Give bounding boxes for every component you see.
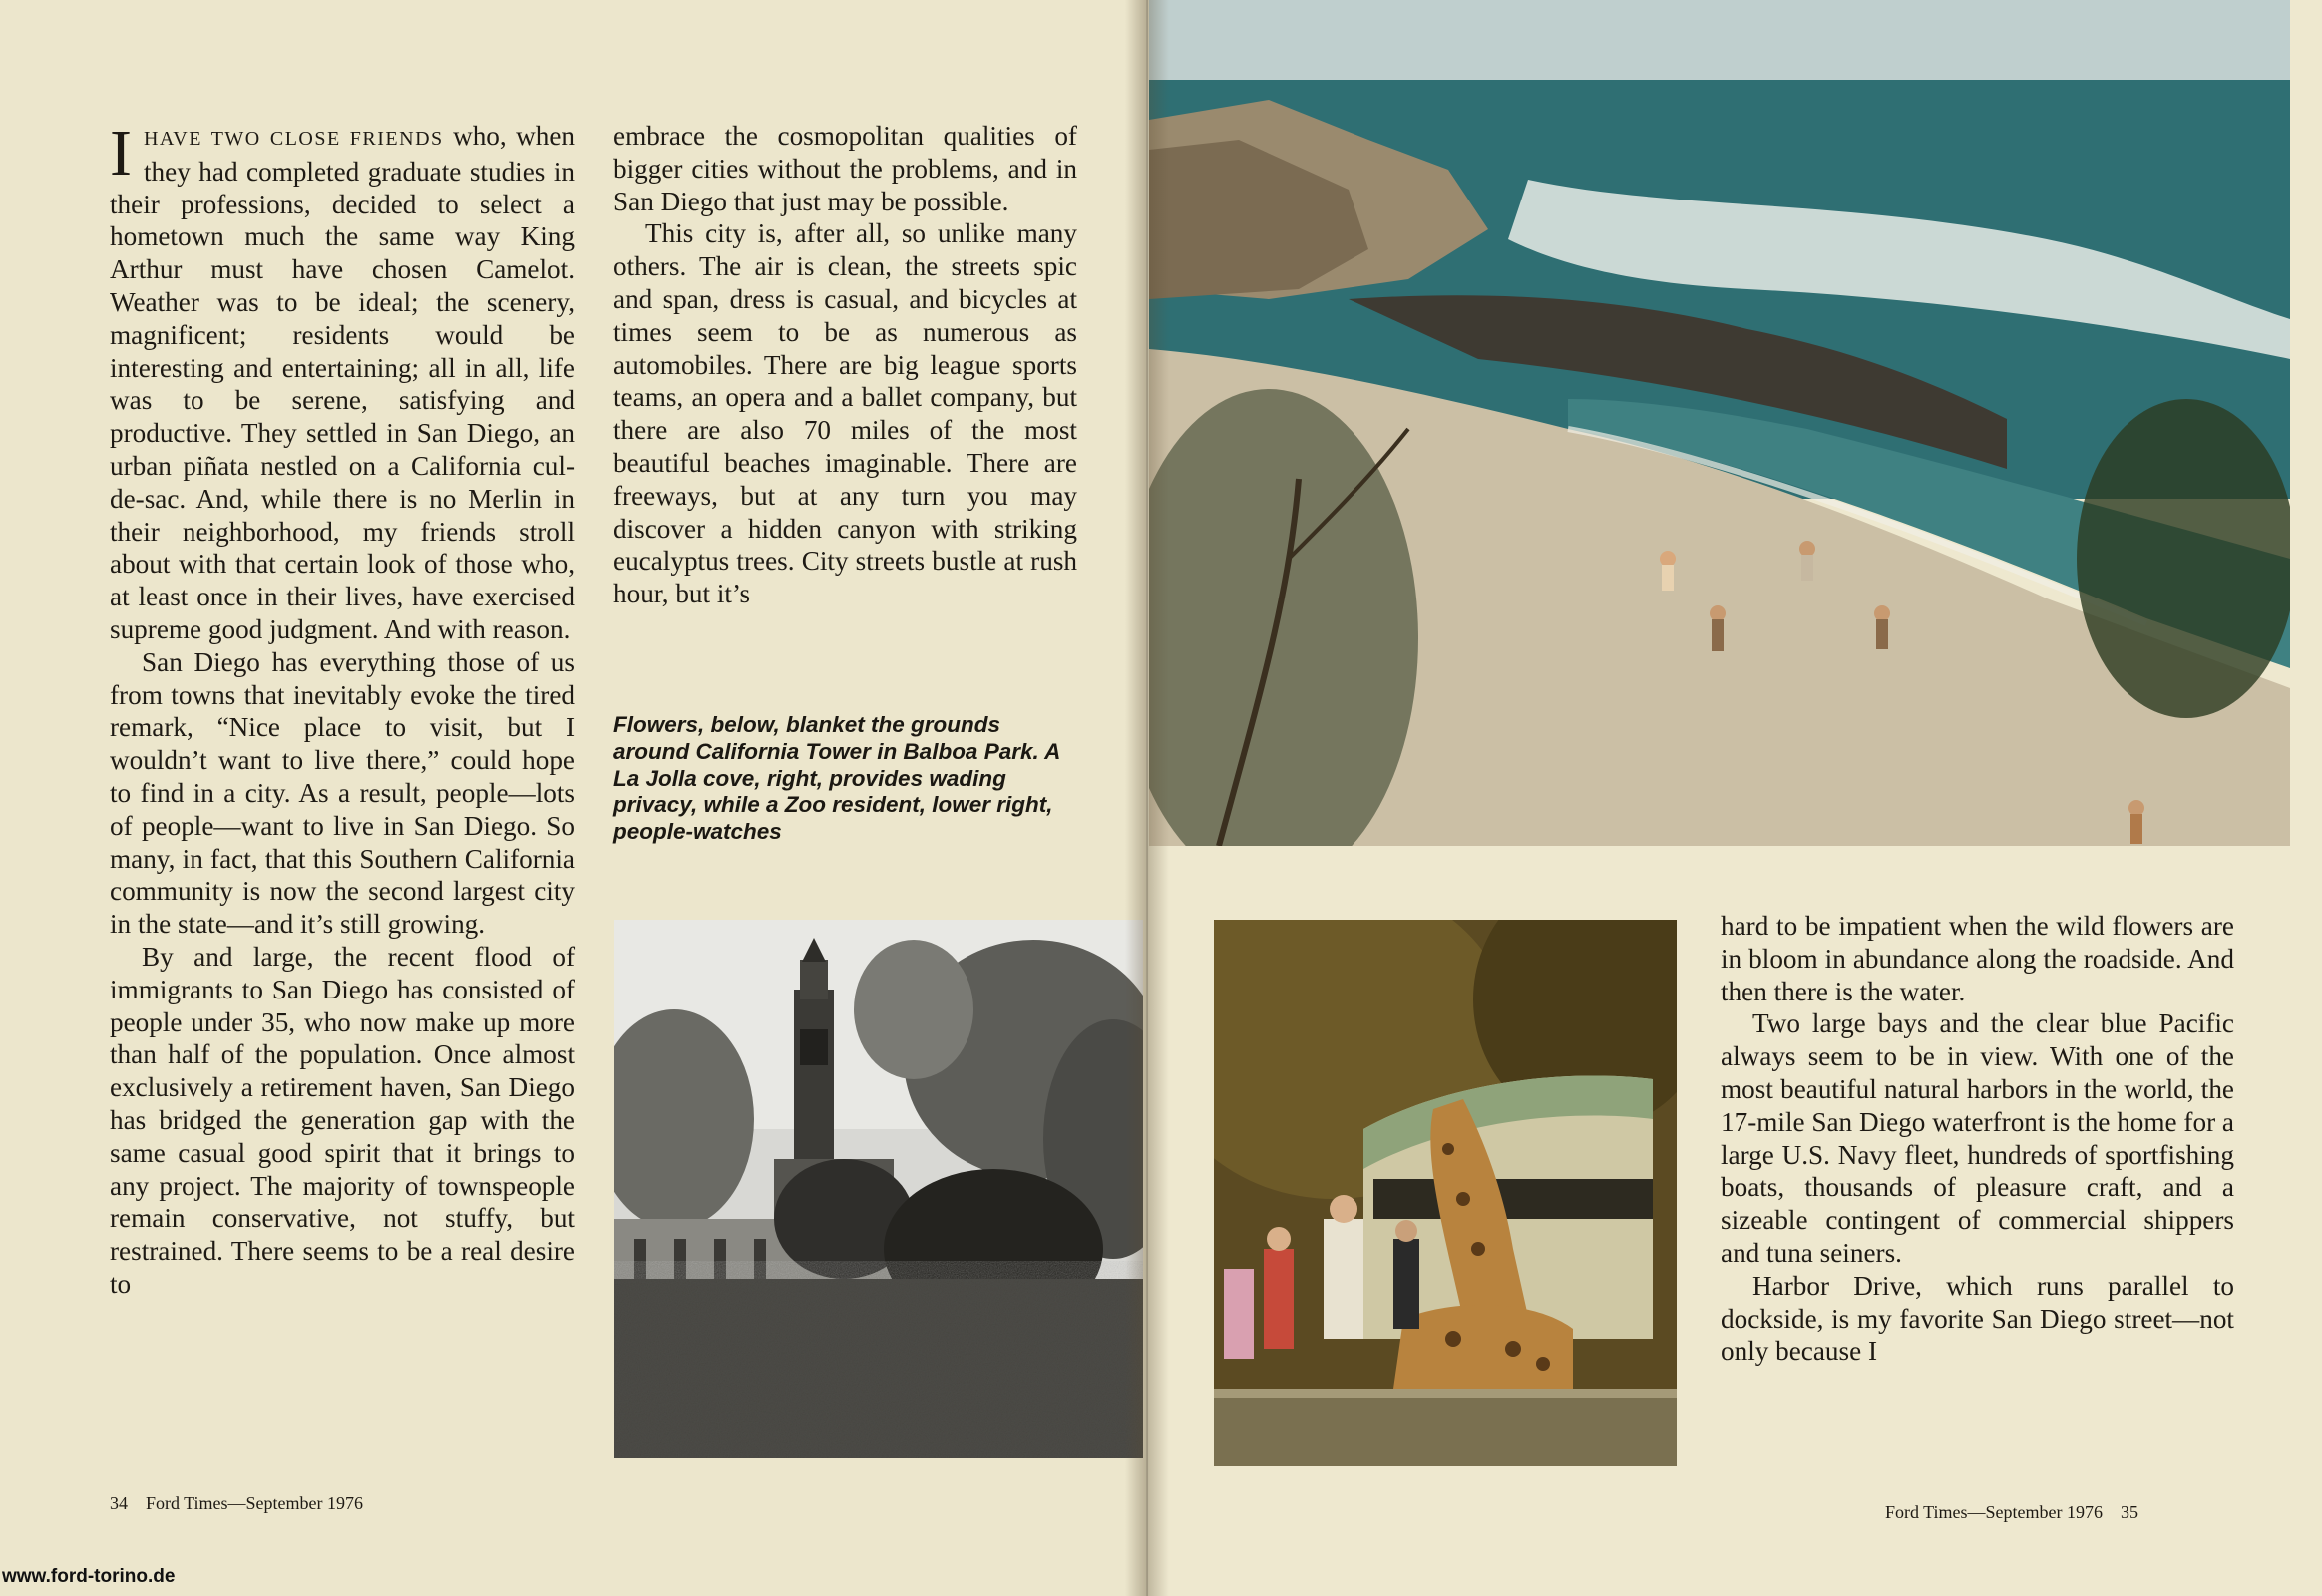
california-tower-photo xyxy=(614,920,1143,1458)
la-jolla-cove-image xyxy=(1149,0,2290,846)
page-number-left: 34 xyxy=(110,1493,128,1513)
website-watermark: www.ford-torino.de xyxy=(2,1566,176,1587)
article-column-1 xyxy=(110,117,575,1301)
lead-in-smallcaps: HAVE TWO CLOSE FRIENDS xyxy=(143,128,444,150)
article-paragraph-6: hard to be impatient when the wild flowers are in bloom in abundance along the roadside. And then there is the water. xyxy=(1721,911,2234,1006)
right-page xyxy=(1147,0,2322,1596)
zoo-giraffe-photo xyxy=(1214,920,1677,1466)
folio-text-left: Ford Times—September 1976 xyxy=(146,1493,364,1513)
left-page xyxy=(0,0,1147,1596)
article-paragraph-4: embrace the cosmopolitan qualities of bigger cities without the problems, and in San Diego that just may be possible. xyxy=(613,121,1077,216)
photo-caption: Flowers, below, blanket the grounds around California Tower in Balboa Park. A La Jolla cove, right, provides wading privacy, while a Zoo resident, lower right, people-watches xyxy=(613,712,1060,845)
article-paragraph-2: San Diego has everything those of us from towns that inevitably evoke the tired remark, “Nice place to visit, but I wouldn’t want to live there,” could hope to find in a city. As a result, people—lots of people—want to live in San Diego. So many, in fact, that this Southern California community is now the second largest city in the state—and it’s still growing. xyxy=(110,646,575,940)
spine-gutter xyxy=(1125,0,1169,1596)
article-column-2 xyxy=(613,120,1077,610)
california-tower-image xyxy=(614,920,1143,1458)
drop-cap: I xyxy=(110,117,132,190)
zoo-giraffe-image xyxy=(1214,920,1677,1466)
article-paragraph-5: This city is, after all, so unlike many others. The air is clean, the streets spic and span, dress is casual, and bicycles at times seem to be as numerous as automobiles. There are big league sports teams, an opera and a ballet company, but there are also 70 miles of the most beautiful beaches imaginable. There are freeways, but at any turn you may discover a hidden canyon with striking eucalyptus trees. City streets bustle at rush hour, but it’s xyxy=(613,218,1077,609)
article-paragraph-1 xyxy=(110,117,575,646)
paragraph-text: who, when they had completed graduate studies in their professions, decided to select a hometown much the same way King Arthur must have chosen Camelot. Weather was to be ideal; the scenery, magnificent; residents would be interesting and entertaining; all in all, life was to be serene, satisfying and productive. They settled in San Diego, an urban piñata nestled on a California cul-de-sac. And, while there is no Merlin in their neighborhood, my friends stroll about with that certain look of those who, at least once in their lives, have exercised supreme good judgment. And with reason. xyxy=(110,121,575,644)
page-number-right: 35 xyxy=(2121,1502,2139,1522)
la-jolla-cove-photo xyxy=(1149,0,2290,846)
article-paragraph-7: Two large bays and the clear blue Pacific always seem to be in view. With one of the most beautiful natural harbors in the world, the 17-mile San Diego waterfront is the home for a large U.S. Navy fleet, hundreds of sportfishing boats, thousands of pleasure craft, and a sizeable contingent of commercial shippers and tuna seiners. xyxy=(1721,1008,2234,1268)
right-folio xyxy=(1885,1502,2138,1523)
article-paragraph-8: Harbor Drive, which runs parallel to dockside, is my favorite San Diego street—not only because I xyxy=(1721,1270,2234,1367)
folio-text-right: Ford Times—September 1976 xyxy=(1885,1502,2104,1522)
article-paragraph-3: By and large, the recent flood of immigrants to San Diego has consisted of people under 35, who now make up more than half of the population. Once almost exclusively a retirement haven, San Diego has bridged the generation gap with the same casual good spirit that it brings to any project. The majority of townspeople remain conservative, not stuffy, but restrained. There seems to be a real desire to xyxy=(110,941,575,1299)
article-column-3 xyxy=(1721,910,2234,1368)
left-folio xyxy=(110,1493,363,1514)
